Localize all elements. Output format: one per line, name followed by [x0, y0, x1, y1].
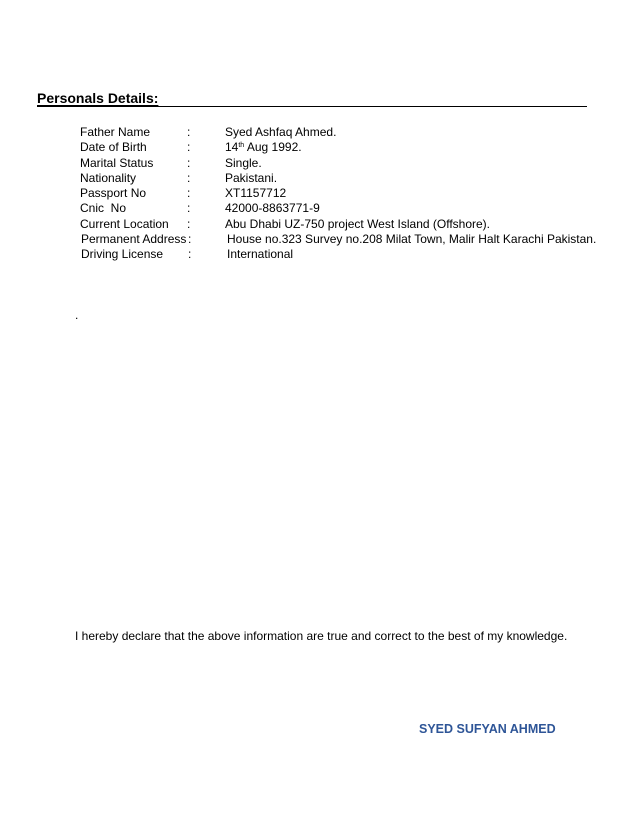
declaration-text: I hereby declare that the above information are true and correct to the best of my knowledge.	[75, 629, 568, 643]
signature-name: SYED SUFYAN AHMED	[419, 722, 556, 736]
detail-separator: :	[187, 140, 191, 155]
detail-label: Marital Status	[80, 155, 154, 170]
dob-day: 14	[225, 140, 239, 155]
section-title-text: Personals Details:	[37, 90, 159, 106]
detail-value: International	[227, 247, 294, 262]
dob-rest: Aug 1992.	[244, 140, 302, 155]
detail-label: Date of Birth	[80, 140, 147, 155]
detail-separator: :	[187, 125, 191, 139]
detail-label: Current Location	[80, 216, 169, 231]
detail-separator: :	[187, 186, 191, 201]
detail-separator: :	[187, 201, 191, 216]
detail-value: Syed Ashfaq Ahmed.	[225, 125, 337, 139]
detail-value: Pakistani.	[225, 170, 278, 185]
detail-label: Nationality	[80, 170, 137, 185]
detail-value: Abu Dhabi UZ-750 project West Island (Offshore).	[225, 216, 491, 231]
detail-separator: :	[187, 155, 191, 170]
detail-separator: :	[188, 232, 192, 247]
detail-value: XT1157712	[225, 186, 287, 201]
detail-separator: :	[187, 170, 191, 185]
detail-label: Father Name	[80, 125, 151, 139]
detail-value: House no.323 Survey no.208 Milat Town, Malir Halt Karachi Pakistan.	[227, 232, 597, 247]
dob-day-suffix: th	[238, 142, 245, 150]
detail-label: Passport No	[80, 186, 147, 201]
detail-label: Permanent Address	[81, 232, 187, 247]
detail-value	[225, 140, 302, 155]
section-title	[37, 90, 587, 107]
detail-separator: :	[187, 216, 191, 231]
detail-value: Single.	[225, 155, 262, 170]
detail-separator: :	[188, 247, 192, 262]
detail-label: Driving License	[81, 247, 164, 262]
detail-label: Cnic No	[80, 201, 127, 216]
stray-period: .	[75, 308, 79, 322]
detail-value: 42000-8863771-9	[225, 201, 320, 216]
